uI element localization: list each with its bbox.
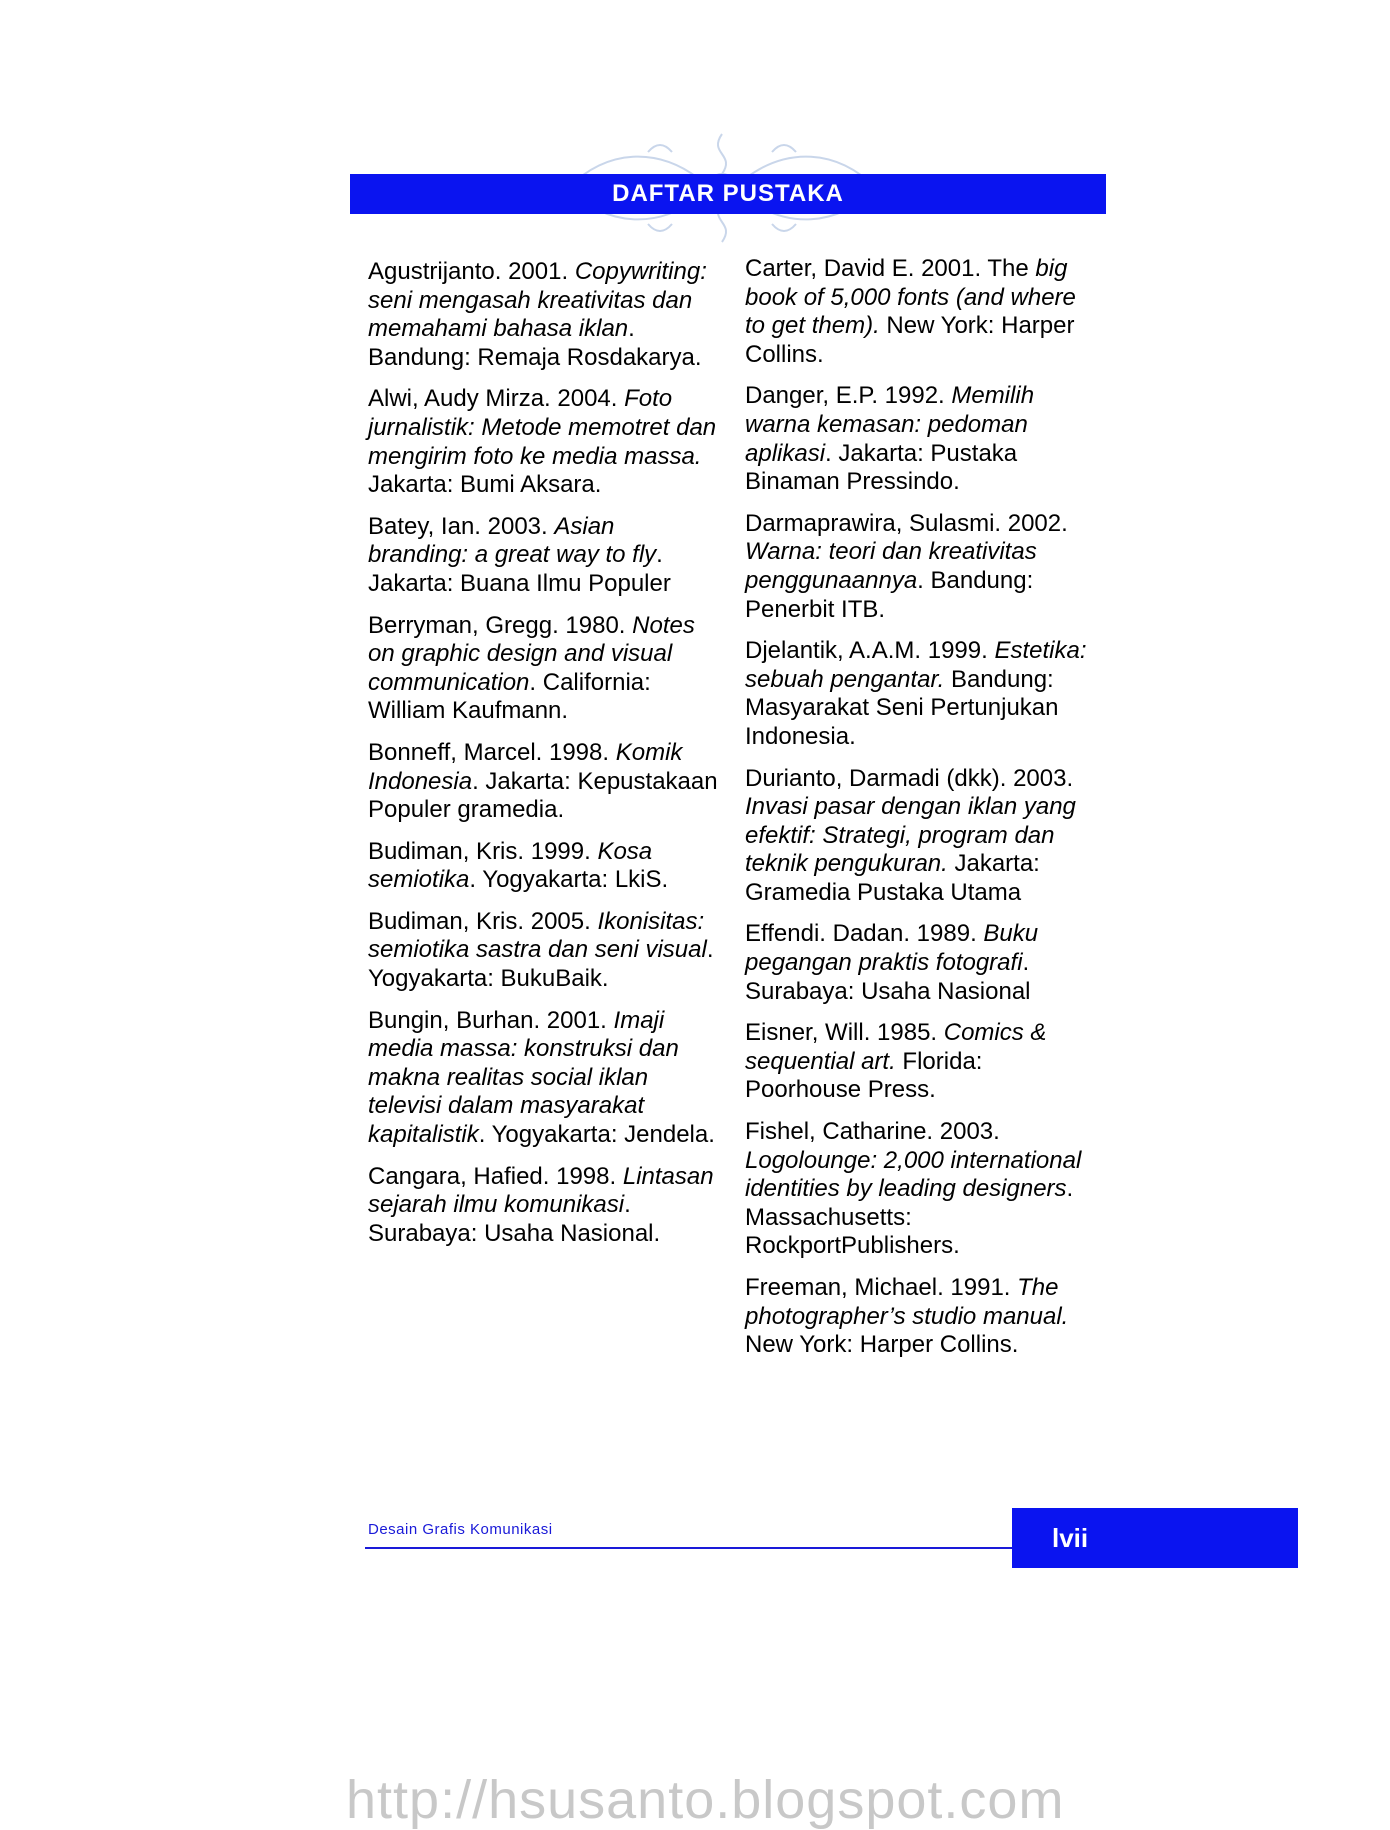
reference-title: Copywriting: seni mengasah kreativitas dan memahami bahasa iklan [368, 258, 707, 343]
reference-publisher: . Yogyakarta: BukuBaik. [368, 936, 714, 993]
reference-publisher: Bandung: Masyarakat Seni Pertunjukan Indonesia. [745, 665, 1059, 750]
reference-author-year: Agustrijanto. 2001. [368, 258, 575, 285]
reference-title: Komik Indonesia [368, 738, 683, 795]
reference-entry [745, 510, 1095, 624]
reference-publisher: New York: Harper Collins. [745, 312, 1075, 368]
reference-entry [745, 382, 1095, 496]
reference-title: Asian branding: a great way to fly [368, 512, 657, 569]
reference-publisher: . Jakarta: Pustaka Binaman Pressindo. [745, 439, 1018, 496]
page-title: DAFTAR PUSTAKA [612, 180, 844, 207]
reference-publisher: New York: Harper Collins. [745, 1331, 1019, 1359]
reference-title: Invasi pasar dengan iklan yang efektif: Strategi, program dan teknik pengukuran. [745, 793, 1076, 878]
reference-entry [368, 838, 718, 895]
reference-publisher: . Yogyakarta: Jendela. [478, 1121, 715, 1149]
reference-entry [368, 258, 718, 372]
reference-author-year: Bungin, Burhan. 2001. [368, 1006, 614, 1034]
reference-author-year: Carter, David E. 2001. The [745, 255, 1036, 282]
footer-divider [365, 1547, 1013, 1549]
reference-title: Kosa semiotika [368, 837, 653, 894]
reference-publisher: Jakarta: Gramedia Pustaka Utama [745, 850, 1040, 906]
page-number-box [1012, 1508, 1298, 1568]
reference-title: Logolounge: 2,000 international identities by leading designers [745, 1146, 1082, 1203]
reference-entry [368, 513, 718, 599]
watermark-url: http://hsusanto.blogspot.com [346, 1770, 1065, 1830]
reference-author-year: Danger, E.P. 1992. [745, 382, 952, 410]
page-number: lvii [1052, 1522, 1089, 1553]
reference-title: Warna: teori dan kreativitas penggunaannya [745, 538, 1037, 594]
reference-publisher: . Jakarta: Buana Ilmu Populer [368, 541, 671, 597]
reference-title: Foto jurnalistik: Metode memotret dan mengirim foto ke media massa. [368, 385, 717, 470]
reference-author-year: Fishel, Catharine. 2003. [745, 1118, 1000, 1146]
reference-publisher: . Massachusetts: RockportPublishers. [745, 1175, 1074, 1260]
reference-entry [745, 637, 1095, 751]
reference-author-year: Berryman, Gregg. 1980. [368, 611, 633, 639]
reference-entry [368, 739, 718, 825]
reference-title: Imaji media massa: konstruksi dan makna realitas social iklan televisi dalam masyarakat kapitalistik [368, 1006, 679, 1149]
references-right-column [745, 255, 1095, 1373]
reference-publisher: Florida: Poorhouse Press. [745, 1047, 983, 1104]
reference-entry [368, 1007, 718, 1150]
reference-publisher: . Bandung: Penerbit ITB. [745, 566, 1034, 623]
reference-entry [368, 385, 718, 499]
reference-author-year: Budiman, Kris. 1999. [368, 837, 598, 865]
references-left-column [368, 258, 718, 1261]
reference-entry [745, 255, 1095, 369]
reference-publisher: . Bandung: Remaja Rosdakarya. [368, 315, 702, 371]
reference-title: The photographer’s studio manual. [745, 1274, 1069, 1330]
reference-author-year: Alwi, Audy Mirza. 2004. [368, 385, 625, 413]
reference-entry [745, 1274, 1095, 1360]
reference-title: Lintasan sejarah ilmu komunikasi [368, 1162, 714, 1219]
reference-publisher: . Surabaya: Usaha Nasional. [368, 1191, 661, 1247]
reference-title: Notes on graphic design and visual communication [368, 611, 695, 696]
page-header-bar [350, 174, 1106, 214]
reference-author-year: Djelantik, A.A.M. 1999. [745, 637, 995, 665]
reference-author-year: Bonneff, Marcel. 1998. [368, 738, 616, 766]
reference-entry [368, 1163, 718, 1249]
reference-title: Estetika: sebuah pengantar. [745, 637, 1087, 693]
reference-entry [745, 765, 1095, 908]
reference-publisher: . Yogyakarta: LkiS. [469, 866, 669, 894]
footer-book-title: Desain Grafis Komunikasi [368, 1521, 553, 1538]
reference-author-year: Cangara, Hafied. 1998. [368, 1162, 623, 1190]
reference-entry [368, 908, 718, 994]
reference-publisher: . California: William Kaufmann. [368, 668, 651, 725]
reference-entry [745, 920, 1095, 1006]
reference-title: Ikonisitas: semiotika sastra dan seni visual [368, 907, 707, 964]
reference-title: Memilih warna kemasan: pedoman aplikasi [745, 382, 1035, 467]
reference-entry [745, 1118, 1095, 1261]
reference-publisher: . Jakarta: Kepustakaan Populer gramedia. [368, 767, 718, 824]
reference-publisher: Jakarta: Bumi Aksara. [368, 471, 602, 499]
reference-title: Buku pegangan praktis fotografi [745, 920, 1039, 977]
reference-author-year: Batey, Ian. 2003. [368, 512, 555, 540]
reference-author-year: Darmaprawira, Sulasmi. 2002. [745, 509, 1068, 537]
reference-entry [368, 612, 718, 726]
reference-publisher: . Surabaya: Usaha Nasional [745, 949, 1031, 1005]
reference-author-year: Budiman, Kris. 2005. [368, 907, 598, 935]
reference-author-year: Freeman, Michael. 1991. [745, 1274, 1018, 1301]
reference-author-year: Eisner, Will. 1985. [745, 1019, 944, 1047]
reference-author-year: Durianto, Darmadi (dkk). 2003. [745, 764, 1074, 792]
reference-entry [745, 1019, 1095, 1105]
reference-title: Comics & sequential art. [745, 1019, 1047, 1075]
reference-author-year: Effendi. Dadan. 1989. [745, 920, 984, 948]
reference-title: big book of 5,000 fonts (and where to get them). [745, 255, 1076, 340]
